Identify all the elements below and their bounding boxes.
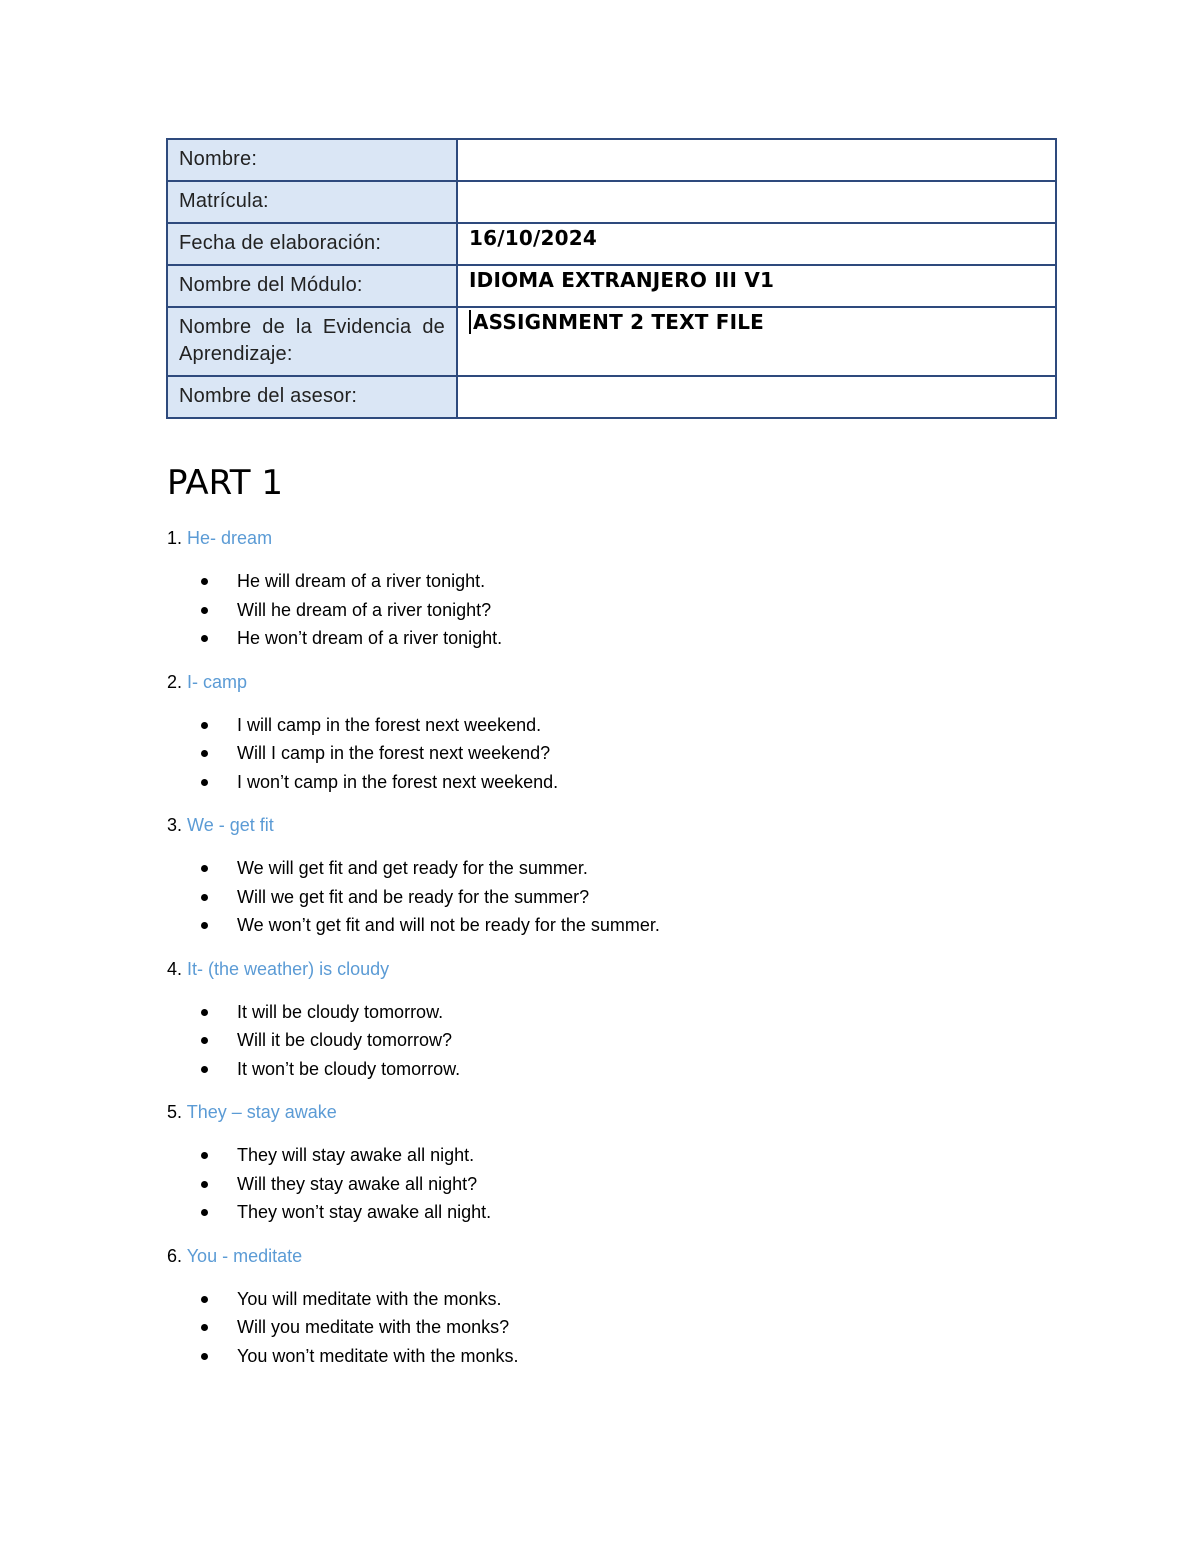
bullet-icon: [201, 1181, 208, 1188]
list-item: [167, 711, 1047, 740]
sentence-list: [167, 854, 1047, 940]
student-info-table: [166, 138, 1057, 419]
table-row: [167, 265, 1056, 307]
sentence-list: [167, 711, 1047, 797]
exercise-list: [167, 524, 1047, 1385]
bullet-icon: [201, 1066, 208, 1073]
bullet-icon: [201, 750, 208, 757]
bullet-icon: [201, 1324, 208, 1331]
bullet-icon: [201, 894, 208, 901]
sentence-text: Will it be cloudy tomorrow?: [237, 1030, 453, 1050]
bullet-icon: [201, 1152, 208, 1159]
exercise-number: 6.: [167, 1245, 183, 1266]
exercise-item: [167, 668, 1047, 797]
list-item: [167, 1313, 1047, 1342]
exercise-number: 5.: [167, 1102, 183, 1122]
exercise-heading: [167, 524, 1047, 552]
list-item: [167, 883, 1047, 912]
sentence-list: [167, 1141, 1047, 1227]
table-row: [167, 223, 1056, 265]
exercise-prompt: He- dream: [187, 528, 273, 548]
sentence-text: It won’t be cloudy tomorrow.: [237, 1058, 461, 1079]
bullet-icon: [201, 1353, 208, 1360]
sentence-text: It will be cloudy tomorrow.: [237, 1001, 444, 1022]
list-item: [167, 1055, 1047, 1084]
evidencia-value: ASSIGNMENT 2 TEXT FILE: [473, 310, 765, 334]
bullet-icon: [201, 578, 208, 585]
list-item: [167, 911, 1047, 940]
sentence-list: [167, 998, 1047, 1084]
sentence-text: Will he dream of a river tonight?: [237, 599, 492, 620]
text-cursor: [469, 310, 471, 334]
part-title: PART 1: [167, 463, 283, 503]
asesor-value: [457, 376, 1056, 418]
sentence-text: Will I camp in the forest next weekend?: [237, 743, 551, 763]
exercise-heading: [167, 1242, 1047, 1270]
list-item: [167, 624, 1047, 653]
sentence-list: [167, 1285, 1047, 1371]
nombre-label: Nombre:: [167, 139, 457, 181]
exercise-number: 3.: [167, 815, 183, 835]
sentence-list: [167, 567, 1047, 653]
sentence-text: Will we get fit and be ready for the summer?: [237, 886, 590, 907]
sentence-text: I will camp in the forest next weekend.: [237, 714, 542, 735]
list-item: [167, 1342, 1047, 1371]
exercise-item: [167, 811, 1047, 940]
matricula-value: [457, 181, 1056, 223]
exercise-item: [167, 955, 1047, 1084]
sentence-text: Will they stay awake all night?: [237, 1173, 478, 1194]
sentence-text: They will stay awake all night.: [237, 1145, 475, 1165]
exercise-heading: [167, 1098, 1047, 1126]
modulo-label: Nombre del Módulo:: [167, 265, 457, 307]
sentence-text: Will you meditate with the monks?: [237, 1317, 510, 1337]
sentence-text: He won’t dream of a river tonight.: [237, 628, 503, 648]
table-row: [167, 139, 1056, 181]
exercise-item: [167, 1098, 1047, 1227]
asesor-label: Nombre del asesor:: [167, 376, 457, 418]
table-row: [167, 307, 1056, 376]
matricula-label: Matrícula:: [167, 181, 457, 223]
exercise-prompt: You - meditate: [186, 1245, 303, 1266]
nombre-value: [457, 139, 1056, 181]
bullet-icon: [201, 635, 208, 642]
sentence-text: You will meditate with the monks.: [237, 1288, 502, 1309]
fecha-value: 16/10/2024: [457, 223, 1056, 265]
modulo-value: IDIOMA EXTRANJERO III V1: [457, 265, 1056, 307]
bullet-icon: [201, 1037, 208, 1044]
list-item: [167, 1170, 1047, 1199]
exercise-number: 2.: [167, 671, 183, 692]
exercise-number: 1.: [167, 528, 183, 548]
exercise-heading: [167, 668, 1047, 696]
exercise-heading: [167, 811, 1047, 839]
bullet-icon: [201, 1296, 208, 1303]
bullet-icon: [201, 779, 208, 786]
evidencia-label: Nombre de la Evidencia de Aprendizaje:: [167, 307, 457, 376]
bullet-icon: [201, 1209, 208, 1216]
exercise-prompt: We - get fit: [187, 815, 274, 835]
list-item: [167, 1285, 1047, 1314]
list-item: [167, 567, 1047, 596]
exercise-heading: [167, 955, 1047, 983]
exercise-prompt: It- (the weather) is cloudy: [187, 958, 390, 979]
sentence-text: You won’t meditate with the monks.: [237, 1345, 519, 1366]
list-item: [167, 1198, 1047, 1227]
list-item: [167, 596, 1047, 625]
exercise-number: 4.: [167, 958, 183, 979]
sentence-text: They won’t stay awake all night.: [237, 1202, 492, 1222]
sentence-text: I won’t camp in the forest next weekend.: [237, 771, 559, 792]
sentence-text: We won’t get fit and will not be ready for the summer.: [237, 915, 660, 935]
list-item: [167, 1141, 1047, 1170]
exercise-prompt: I- camp: [187, 671, 248, 692]
table-row: [167, 376, 1056, 418]
sentence-text: He will dream of a river tonight.: [237, 571, 486, 591]
bullet-icon: [201, 865, 208, 872]
fecha-label: Fecha de elaboración:: [167, 223, 457, 265]
list-item: [167, 739, 1047, 768]
list-item: [167, 998, 1047, 1027]
table-row: [167, 181, 1056, 223]
list-item: [167, 1026, 1047, 1055]
sentence-text: We will get fit and get ready for the summer.: [237, 858, 588, 878]
bullet-icon: [201, 607, 208, 614]
exercise-prompt: They – stay awake: [186, 1102, 337, 1122]
exercise-item: [167, 1242, 1047, 1371]
bullet-icon: [201, 922, 208, 929]
bullet-icon: [201, 722, 208, 729]
exercise-item: [167, 524, 1047, 653]
evidencia-value-cell: [457, 307, 1056, 376]
list-item: [167, 854, 1047, 883]
list-item: [167, 768, 1047, 797]
bullet-icon: [201, 1009, 208, 1016]
